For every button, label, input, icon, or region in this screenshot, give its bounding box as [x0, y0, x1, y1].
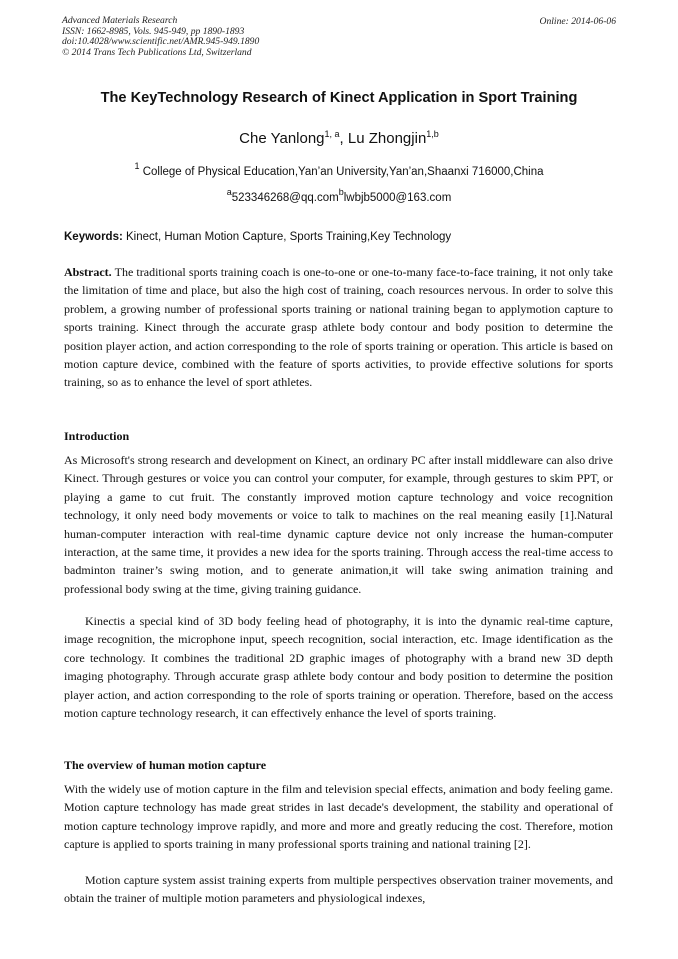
abstract-paragraph [64, 263, 613, 392]
author-superscript: 1, a [324, 129, 340, 139]
author-superscript: 1,b [426, 129, 439, 139]
paper-title: The KeyTechnology Research of Kinect Application in Sport Training [100, 90, 578, 106]
abstract-label: Abstract. [64, 265, 112, 279]
affiliation-superscript: 1 [134, 161, 140, 171]
email-address: lwbjb5000@163.com [343, 192, 452, 204]
copyright-line: © 2014 Trans Tech Publications Ltd, Switzerland [62, 46, 252, 58]
keywords-text: Kinect, Human Motion Capture, Sports Training,Key Technology [126, 231, 452, 243]
online-date: Online: 2014-06-06 [539, 16, 616, 27]
body-paragraph: As Microsoft's strong research and development on Kinect, an ordinary PC after install middleware can also drive Kinect. Through gestures or voice you can control your computer, for example, through gestures to skim PPT, or playing a game to cut fruit. The constantly improved motion capture technology and voice recognition technology, it only need body movements or voice to talk to machines on the real meaning easily [1].Natural human-computer interaction with real-time dynamic capture device not only increase the human-computer interaction, at the same time, it provides a new idea for the sports training. Through access the real-time access to badminton trainer’s swing motion, and to generate animation,it will take swing animation training and professional body swing at the time, giving training guidance. [64, 453, 613, 596]
journal-name: Advanced Materials Research [62, 15, 178, 26]
affiliation-text: College of Physical Education,Yan’an University,Yan’an,Shaanxi 716000,China [142, 166, 544, 178]
keywords-line [64, 231, 451, 243]
body-paragraph: With the widely use of motion capture in the film and television special effects, animation and body feeling game. Motion capture technology has made great strides in last decade's development, the stability and operational of motion capture technology improve rapidly, and more and more and greatly reducing the cost. Therefore, motion capture is applied to sports training in many professional sports training and national training [2]. [64, 782, 613, 852]
body-paragraph: Motion capture system assist training experts from multiple perspectives observation trainer movements, and obtain the trainer of multiple motion parameters and physiological indexes, [64, 873, 613, 906]
email-line [0, 187, 678, 204]
email-superscript: a [226, 187, 232, 197]
email-superscript: b [338, 187, 344, 197]
author-name: Lu Zhongjin [347, 130, 427, 147]
email-address: 523346268@qq.com [231, 192, 339, 204]
keywords-label: Keywords: [64, 231, 123, 243]
author-separator: , [339, 130, 348, 147]
author-name: Che Yanlong [239, 130, 325, 147]
author-line [0, 130, 678, 147]
issn-line: ISSN: 1662-8985, Vols. 945-949, pp 1890-1893 [62, 25, 245, 37]
affiliation [0, 161, 678, 178]
abstract-text: The traditional sports training coach is one-to-one or one-to-many face-to-face training, it not only take the limitation of time and place, but also the high cost of training, coach resources nervous. In order to solve this problem, a growing number of professional sports training or national training began to applymotion capture to sports training. Kinect through the accurate grasp athlete body contour and body position to determine the position player action, and action corresponding to the role of sports training or operation. This article is based on motion capture device, combined with the feature of sports activities, to provide effective solutions for sports training, so as to enhance the level of sport athletes. [64, 265, 613, 390]
section-heading: The overview of human motion capture [64, 758, 267, 772]
section-heading: Introduction [64, 429, 130, 443]
body-paragraph: Kinectis a special kind of 3D body feeling head of photography, it is into the dynamic real-time capture, image recognition, the microphone input, speech recognition, social interaction, etc. Image identification as the core technology. It combines the traditional 2D graphic images of photography with a brand new 3D depth imaging photography. Through accurate grasp athlete body contour and body position to determine the position player action, and action corresponding to the role of sports training or operation. Therefore, based on the access motion capture technology research, it can effectively enhance the level of sports training. [64, 614, 613, 721]
doi-line: doi:10.4028/www.scientific.net/AMR.945-949.1890 [62, 36, 260, 47]
